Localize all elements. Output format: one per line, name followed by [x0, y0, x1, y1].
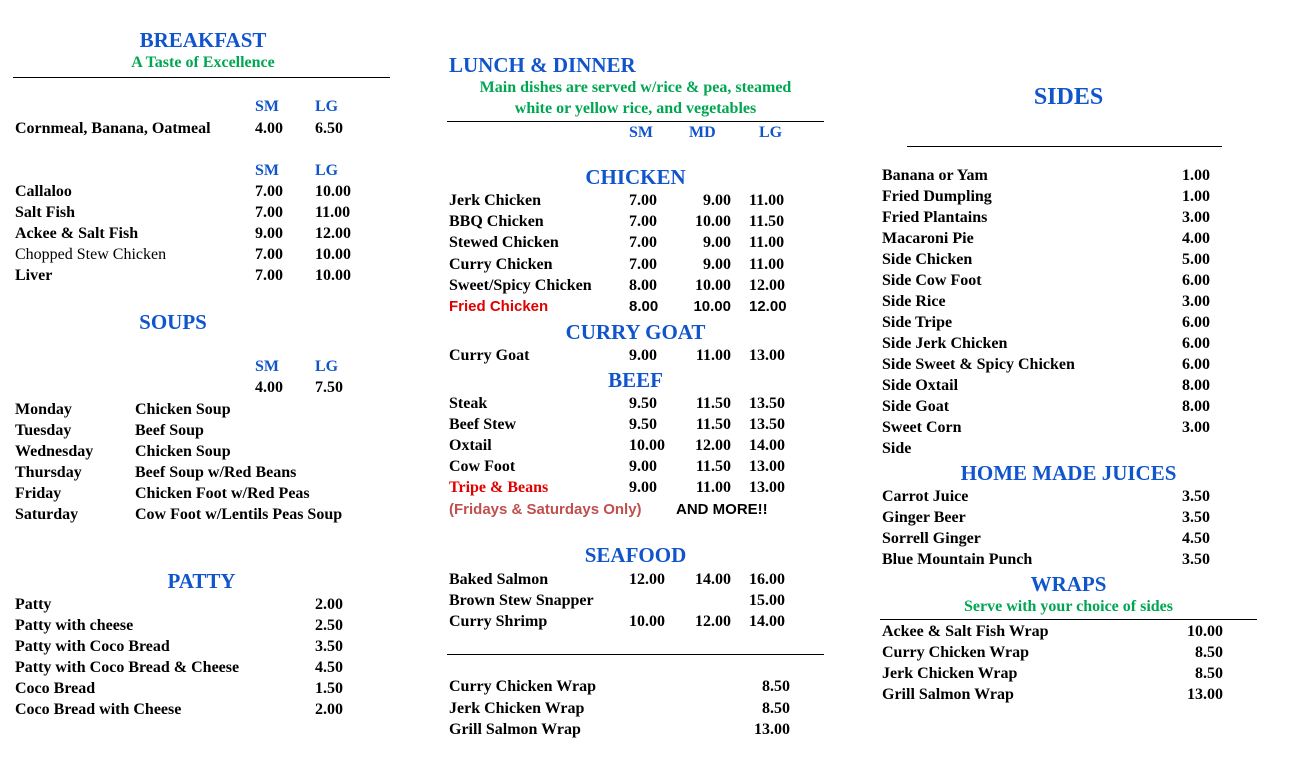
size-sm-label: SM: [629, 124, 653, 141]
item-name: Ackee & Salt Fish Wrap: [882, 623, 1049, 640]
item-name: Baked Salmon: [449, 571, 549, 588]
menu-item: [882, 333, 1227, 354]
item-name: Cow Foot: [449, 458, 516, 475]
item-price-lg: 11.00: [749, 256, 785, 273]
item-price-sm: 7.00: [255, 246, 283, 263]
menu-item: [882, 375, 1227, 396]
menu-item: [882, 165, 1227, 186]
menu-item: [15, 657, 385, 678]
menu-item: [882, 507, 1227, 528]
soups-size-header: [15, 356, 385, 377]
item-price-sm: 9.00: [629, 479, 657, 496]
soup-name: Beef Soup: [135, 422, 204, 439]
menu-item: [449, 698, 799, 719]
menu-item: [449, 611, 799, 632]
item-name: Blue Mountain Punch: [882, 551, 1033, 568]
and-more-note: AND MORE!!: [676, 501, 768, 518]
menu-item: [882, 207, 1227, 228]
item-price: 5.00: [1182, 251, 1210, 268]
menu-item: [449, 393, 799, 414]
item-price: 6.00: [1182, 272, 1210, 289]
menu-item: [15, 636, 385, 657]
menu-item: [449, 435, 799, 456]
menu-item: [882, 528, 1227, 549]
item-name: Coco Bread: [15, 680, 96, 697]
item-price-md: 12.00: [695, 613, 731, 630]
item-name: Patty with Coco Bread & Cheese: [15, 659, 240, 676]
item-name: Side Chicken: [882, 251, 973, 268]
item-name: Side Jerk Chicken: [882, 335, 1008, 352]
size-lg-label: LG: [315, 358, 339, 375]
menu-item: [15, 699, 385, 720]
item-price-sm: 9.00: [255, 225, 283, 242]
item-name: Fried Plantains: [882, 209, 988, 226]
soup-day: Friday: [15, 485, 62, 502]
item-price-lg: 13.50: [749, 395, 785, 412]
item-name: Macaroni Pie: [882, 230, 974, 247]
menu-item: [882, 621, 1227, 642]
item-price-sm: 9.00: [629, 347, 657, 364]
wraps-title: WRAPS: [1030, 572, 1107, 596]
item-price-sm: 9.50: [629, 395, 657, 412]
breakfast-size-header: [15, 96, 385, 117]
size-sm-label: SM: [255, 358, 279, 375]
item-price-md: 10.00: [693, 298, 731, 315]
lunch-dinner-title: LUNCH & DINNER: [449, 53, 636, 77]
item-price-sm: 7.00: [255, 204, 283, 221]
item-price-lg: 7.50: [315, 379, 343, 396]
menu-item: [882, 663, 1227, 684]
item-price-md: 11.00: [695, 479, 731, 496]
item-price: 8.00: [1182, 398, 1210, 415]
soup-day-row: [15, 483, 395, 504]
item-price: 6.00: [1182, 335, 1210, 352]
item-price: 8.50: [1195, 665, 1223, 682]
menu-item: [15, 223, 385, 244]
item-price: 13.00: [754, 721, 790, 738]
wraps-divider: [880, 619, 1257, 620]
item-price-lg: 14.00: [749, 437, 785, 454]
soup-day: Thursday: [15, 464, 82, 481]
item-price-sm: 7.00: [255, 183, 283, 200]
item-price: 3.00: [1182, 419, 1210, 436]
menu-item: [449, 414, 799, 435]
menu-item: [882, 270, 1227, 291]
juices-title: HOME MADE JUICES: [960, 461, 1177, 485]
item-price: 3.50: [1182, 551, 1210, 568]
item-price-md: 10.00: [695, 277, 731, 294]
item-price-sm: 10.00: [629, 613, 665, 630]
item-name: Grill Salmon Wrap: [449, 721, 581, 738]
lunch-note-line2: white or yellow rice, and vegetables: [514, 100, 757, 117]
menu-item: [882, 438, 1227, 459]
soup-name: Chicken Soup: [135, 443, 231, 460]
beef-title: BEEF: [608, 368, 663, 392]
item-name: Tripe & Beans: [449, 479, 549, 496]
item-price-lg: 11.50: [749, 213, 785, 230]
menu-item: [449, 456, 799, 477]
menu-item: [449, 211, 799, 232]
item-price: 4.00: [1182, 230, 1210, 247]
item-price: 4.50: [315, 659, 343, 676]
menu-item: [15, 594, 385, 615]
item-price-sm: 7.00: [629, 256, 657, 273]
menu-item: [449, 232, 799, 253]
menu-item: [882, 417, 1227, 438]
item-price-md: 11.00: [695, 347, 731, 364]
item-price-lg: 10.00: [315, 183, 351, 200]
size-md-label: MD: [689, 124, 716, 141]
item-price-md: 11.50: [695, 416, 731, 433]
item-name: Sweet/Spicy Chicken: [449, 277, 592, 294]
item-price-sm: 4.00: [255, 120, 283, 137]
item-price-md: 9.00: [703, 256, 731, 273]
menu-item: [882, 642, 1227, 663]
item-price: 3.00: [1182, 209, 1210, 226]
item-price: 2.00: [315, 596, 343, 613]
soup-day-row: [15, 504, 395, 525]
soup-day-row: [15, 420, 395, 441]
menu-item: [449, 569, 799, 590]
item-name: Curry Chicken Wrap: [449, 678, 596, 695]
item-price: 3.00: [1182, 293, 1210, 310]
item-price-lg: 12.00: [749, 298, 787, 315]
item-name: Ginger Beer: [882, 509, 966, 526]
item-price-lg: 13.00: [749, 479, 785, 496]
item-price-lg: 10.00: [315, 246, 351, 263]
item-name: Patty: [15, 596, 52, 613]
item-name: Sorrell Ginger: [882, 530, 981, 547]
item-name: Liver: [15, 267, 53, 284]
soup-day: Tuesday: [15, 422, 72, 439]
item-name: Side Oxtail: [882, 377, 959, 394]
item-name: BBQ Chicken: [449, 213, 544, 230]
sides-divider: [907, 146, 1222, 147]
menu-item: [882, 684, 1227, 705]
menu-item: [15, 118, 385, 139]
item-name: Curry Chicken Wrap: [882, 644, 1029, 661]
item-name: Side Tripe: [882, 314, 953, 331]
item-name: Callaloo: [15, 183, 72, 200]
item-price-md: 9.00: [703, 234, 731, 251]
breakfast-tagline: A Taste of Excellence: [131, 54, 275, 71]
size-lg-label: LG: [759, 124, 783, 141]
item-name: Carrot Juice: [882, 488, 969, 505]
item-price-md: 10.00: [695, 213, 731, 230]
item-price-lg: 13.00: [749, 458, 785, 475]
item-price-md: 11.50: [695, 458, 731, 475]
item-price-md: 9.00: [703, 192, 731, 209]
item-price: 8.00: [1182, 377, 1210, 394]
soups-title: SOUPS: [139, 310, 207, 334]
item-name: Jerk Chicken Wrap: [449, 700, 585, 717]
item-name: Banana or Yam: [882, 167, 988, 184]
tripe-note-row: [449, 499, 809, 520]
item-name: Sweet Corn: [882, 419, 962, 436]
item-price: 10.00: [1187, 623, 1223, 640]
item-name: Fried Dumpling: [882, 188, 992, 205]
wraps-tagline: Serve with your choice of sides: [963, 598, 1173, 615]
item-name: Jerk Chicken: [449, 192, 541, 209]
item-name: Curry Chicken: [449, 256, 553, 273]
menu-item: [882, 291, 1227, 312]
menu-item: [449, 190, 799, 211]
item-price: 6.00: [1182, 356, 1210, 373]
menu-item: [15, 181, 385, 202]
item-price-lg: 6.50: [315, 120, 343, 137]
size-sm-label: SM: [255, 98, 279, 115]
tripe-availability-note: (Fridays & Saturdays Only): [449, 501, 642, 518]
item-name: Ackee & Salt Fish: [15, 225, 139, 242]
item-name: Salt Fish: [15, 204, 76, 221]
soup-name: Chicken Soup: [135, 401, 231, 418]
item-price-lg: 11.00: [749, 192, 785, 209]
lunch-note-line1: Main dishes are served w/rice & pea, steamed: [479, 79, 792, 96]
item-price: 8.50: [762, 700, 790, 717]
item-price-lg: 10.00: [315, 267, 351, 284]
item-name: Cornmeal, Banana, Oatmeal: [15, 120, 211, 137]
menu-item-fried-chicken: [449, 296, 799, 317]
item-price-lg: 13.00: [749, 347, 785, 364]
lunch-size-header: [449, 122, 799, 143]
item-price: 4.50: [1182, 530, 1210, 547]
item-price-sm: 9.00: [629, 458, 657, 475]
item-price: 1.00: [1182, 188, 1210, 205]
menu-item: [449, 254, 799, 275]
soup-name: Cow Foot w/Lentils Peas Soup: [135, 506, 343, 523]
size-lg-label: LG: [315, 162, 339, 179]
item-name: Chopped Stew Chicken: [15, 246, 167, 263]
item-name: Fried Chicken: [449, 298, 549, 315]
menu-item-tripe-beans: [449, 477, 799, 498]
soup-day: Saturday: [15, 506, 79, 523]
item-name: Coco Bread with Cheese: [15, 701, 182, 718]
menu-item: [449, 719, 799, 740]
curry-goat-title: CURRY GOAT: [565, 320, 706, 344]
menu-item: [882, 186, 1227, 207]
soup-day-row: [15, 462, 395, 483]
item-name: Patty with Coco Bread: [15, 638, 170, 655]
item-name: Beef Stew: [449, 416, 517, 433]
item-name: Jerk Chicken Wrap: [882, 665, 1018, 682]
item-name: Side: [882, 440, 912, 457]
item-price: 2.50: [315, 617, 343, 634]
menu-item: [882, 396, 1227, 417]
item-price-sm: 10.00: [629, 437, 665, 454]
seafood-title: SEAFOOD: [584, 543, 687, 567]
menu-item: [882, 312, 1227, 333]
item-price-sm: 9.50: [629, 416, 657, 433]
patty-title: PATTY: [167, 569, 236, 593]
menu-item: [15, 615, 385, 636]
item-price-lg: 14.00: [749, 613, 785, 630]
item-price: 3.50: [1182, 488, 1210, 505]
item-price-sm: 7.00: [629, 192, 657, 209]
item-price-md: 11.50: [695, 395, 731, 412]
item-price-lg: 12.00: [315, 225, 351, 242]
item-name: Side Goat: [882, 398, 950, 415]
menu-item: [15, 202, 385, 223]
item-name: Grill Salmon Wrap: [882, 686, 1014, 703]
wraps-divider: [447, 654, 824, 655]
menu-item: [882, 249, 1227, 270]
soup-name: Chicken Foot w/Red Peas: [135, 485, 310, 502]
chicken-title: CHICKEN: [585, 165, 686, 189]
item-price-md: 12.00: [695, 437, 731, 454]
soup-day-row: [15, 441, 395, 462]
item-name: Oxtail: [449, 437, 492, 454]
item-price-lg: 11.00: [315, 204, 351, 221]
sides-title: SIDES: [1033, 84, 1104, 110]
size-sm-label: SM: [255, 162, 279, 179]
item-price-lg: 15.00: [749, 592, 785, 609]
item-name: Side Cow Foot: [882, 272, 982, 289]
item-price-lg: 13.50: [749, 416, 785, 433]
item-name: Patty with cheese: [15, 617, 134, 634]
item-price: 2.00: [315, 701, 343, 718]
soup-day-row: [15, 399, 395, 420]
menu-item: [882, 354, 1227, 375]
menu-item: [882, 228, 1227, 249]
item-price: 1.50: [315, 680, 343, 697]
item-price-sm: 7.00: [255, 267, 283, 284]
item-price-md: 14.00: [695, 571, 731, 588]
item-price: 1.00: [1182, 167, 1210, 184]
item-name: Side Sweet & Spicy Chicken: [882, 356, 1075, 373]
item-price: 8.50: [762, 678, 790, 695]
item-price-sm: 12.00: [629, 571, 665, 588]
item-price-sm: 7.00: [629, 213, 657, 230]
menu-item: [449, 590, 799, 611]
item-price: 13.00: [1187, 686, 1223, 703]
soup-name: Beef Soup w/Red Beans: [135, 464, 297, 481]
soup-day: Monday: [15, 401, 72, 418]
item-price-lg: 16.00: [749, 571, 785, 588]
item-name: Side Rice: [882, 293, 946, 310]
item-price-lg: 12.00: [749, 277, 785, 294]
item-price: 8.50: [1195, 644, 1223, 661]
menu-item: [882, 549, 1227, 570]
item-price: 6.00: [1182, 314, 1210, 331]
item-price: 3.50: [315, 638, 343, 655]
item-name: Curry Goat: [449, 347, 530, 364]
item-name: Brown Stew Snapper: [449, 592, 594, 609]
menu-item: [15, 678, 385, 699]
breakfast-size-header: [15, 160, 385, 181]
item-price-lg: 11.00: [749, 234, 785, 251]
menu-item: [449, 676, 799, 697]
menu-item: [882, 486, 1227, 507]
item-price-sm: 7.00: [629, 234, 657, 251]
breakfast-title: BREAKFAST: [139, 28, 267, 52]
item-price-sm: 8.00: [629, 277, 657, 294]
soup-day: Wednesday: [15, 443, 94, 460]
item-price-sm: 8.00: [629, 298, 659, 315]
menu-item: [449, 345, 799, 366]
menu-item: [449, 275, 799, 296]
item-price-sm: 4.00: [255, 379, 283, 396]
item-price: 3.50: [1182, 509, 1210, 526]
size-lg-label: LG: [315, 98, 339, 115]
breakfast-divider: [13, 77, 390, 78]
item-name: Curry Shrimp: [449, 613, 548, 630]
soups-prices: [15, 377, 385, 398]
menu-item: [15, 244, 385, 265]
item-name: Stewed Chicken: [449, 234, 559, 251]
menu-item: [15, 265, 385, 286]
item-name: Steak: [449, 395, 488, 412]
